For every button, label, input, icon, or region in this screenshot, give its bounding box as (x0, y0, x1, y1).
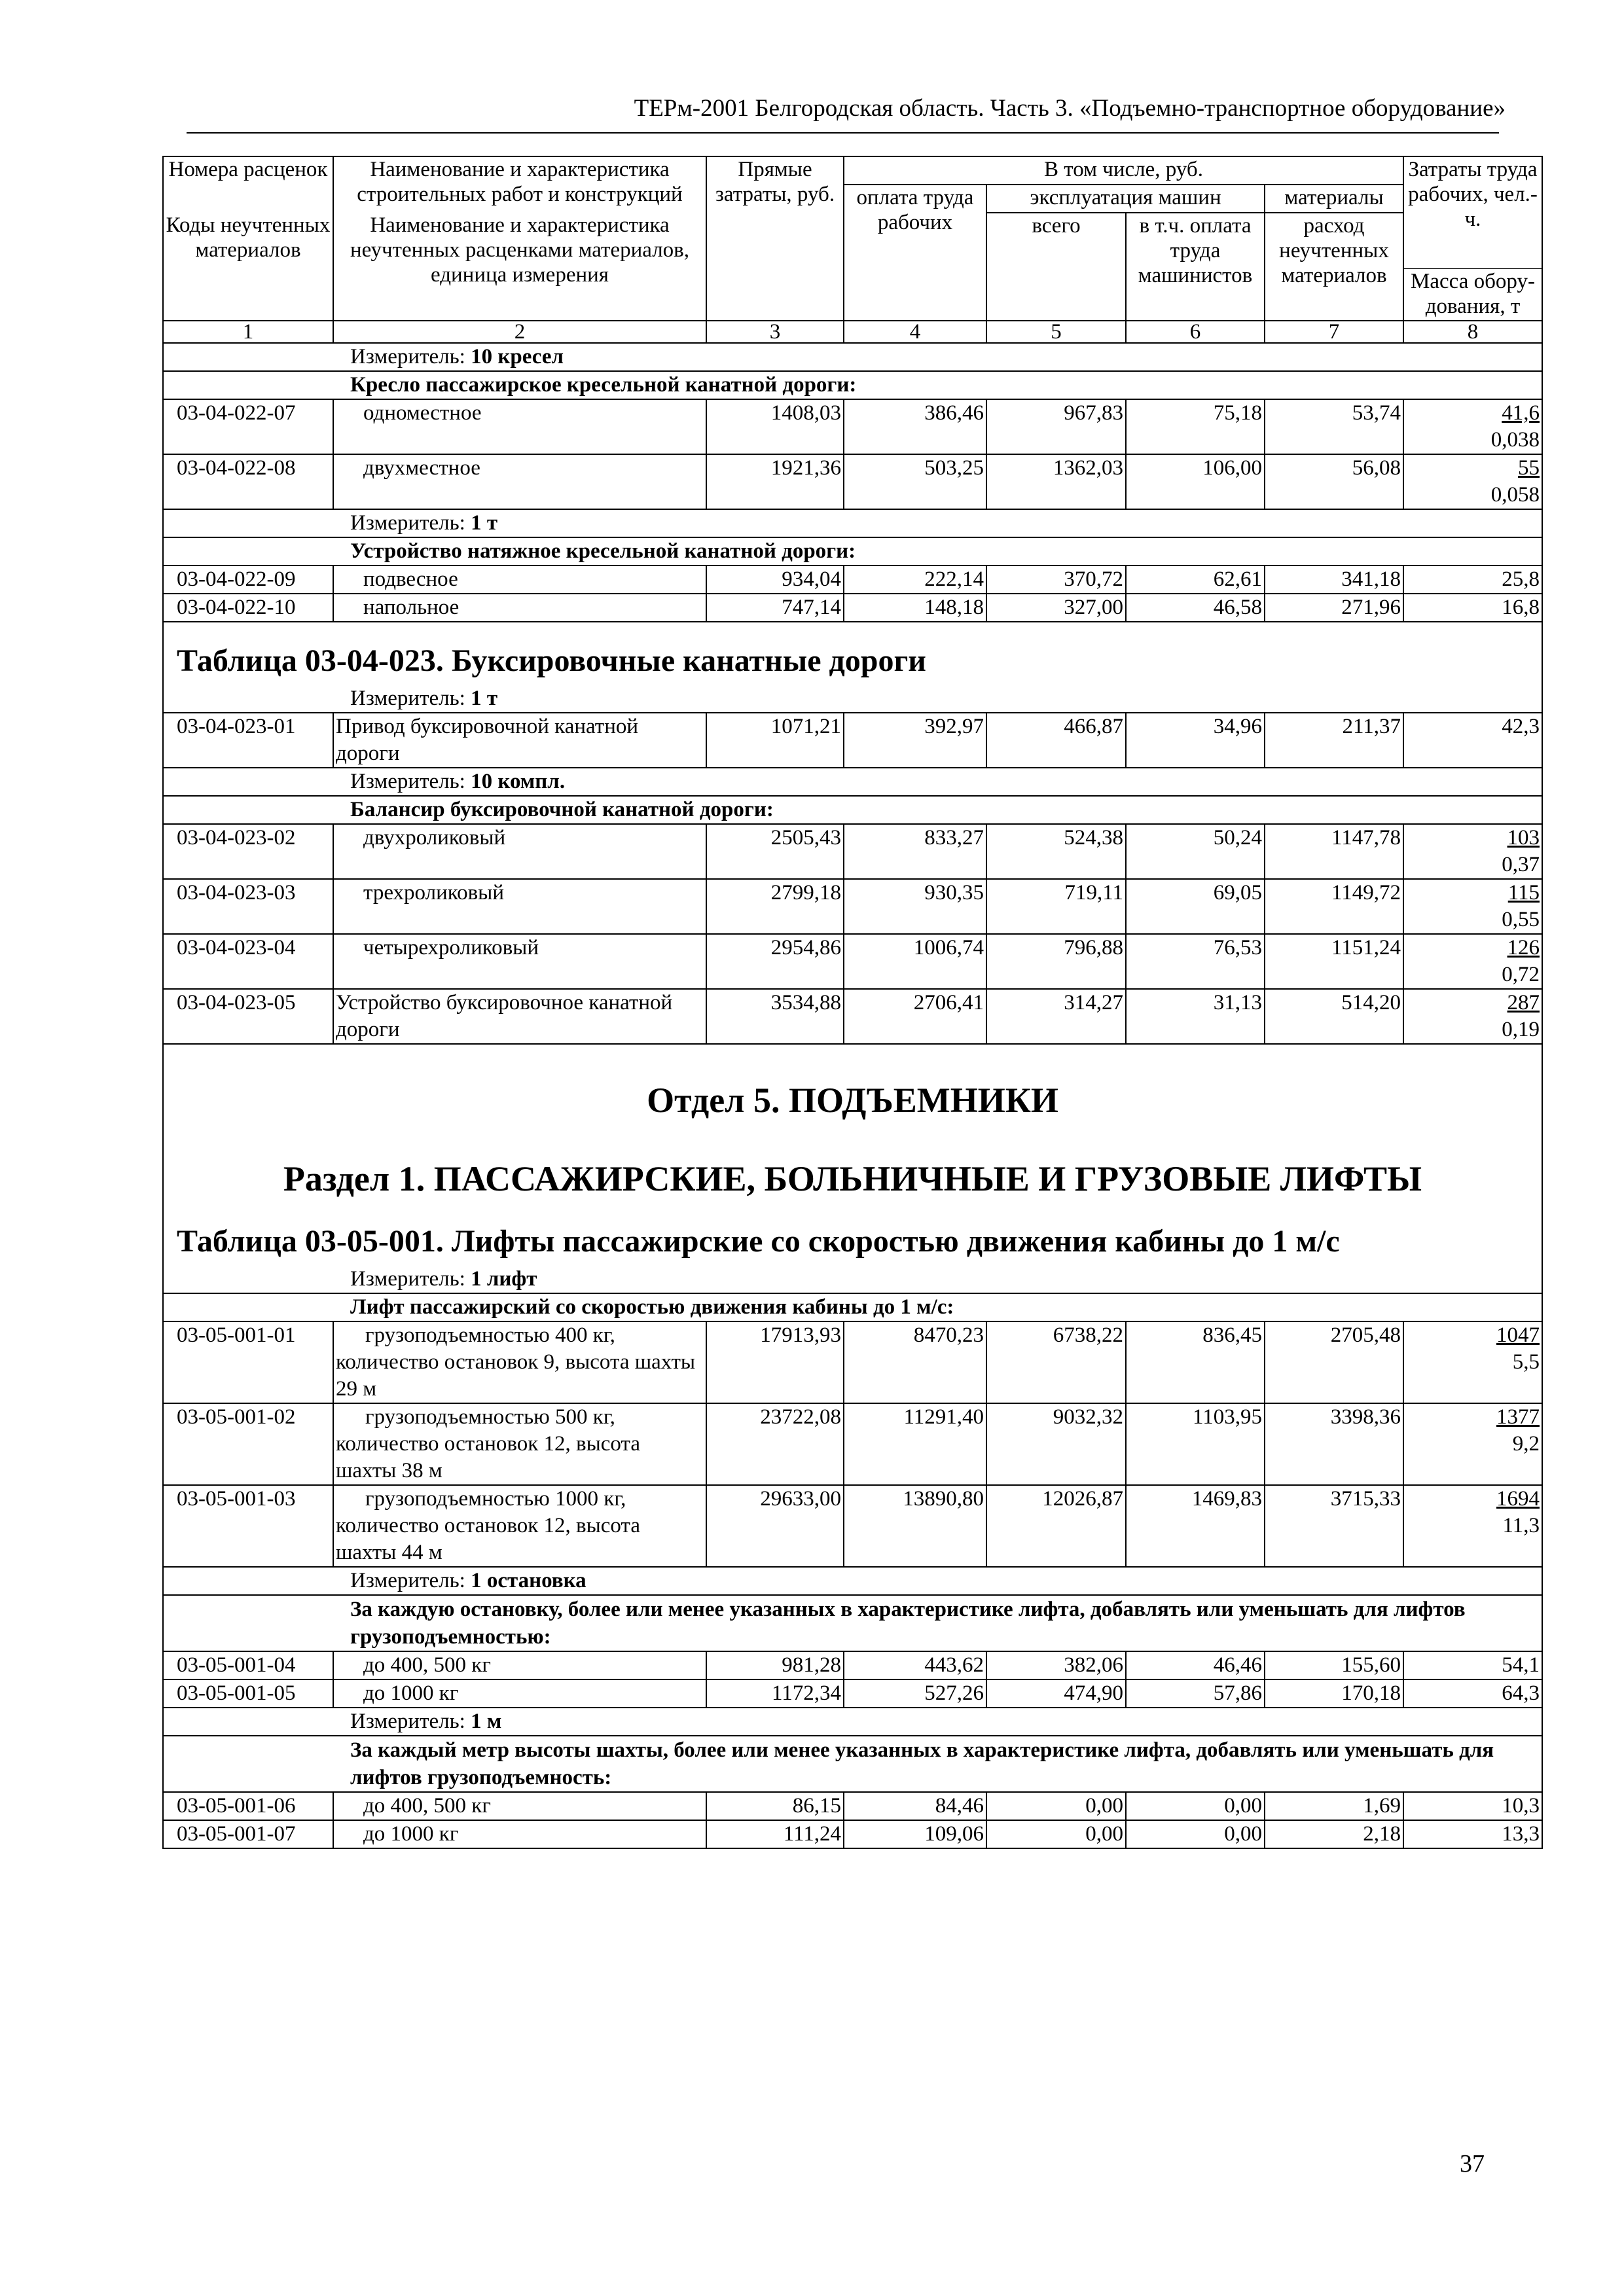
cell-materials: 341,18 (1265, 565, 1403, 594)
cell-direct: 111,24 (706, 1820, 844, 1848)
cell-mach-total: 6738,22 (986, 1321, 1126, 1403)
measure-label: Измеритель: (350, 770, 471, 793)
cell-hours-mass (1403, 1820, 1542, 1848)
col-num: 2 (333, 321, 706, 343)
measure-row (163, 343, 1542, 371)
cell-materials: 155,60 (1265, 1651, 1403, 1679)
cell-labor: 443,62 (844, 1651, 986, 1679)
cell-mach-labor: 57,86 (1126, 1679, 1265, 1708)
group-row (163, 537, 1542, 565)
cell-mach-total: 1362,03 (986, 454, 1126, 509)
cell-mach-labor: 0,00 (1126, 1792, 1265, 1820)
equipment-mass: 0,55 (1502, 908, 1540, 931)
hdr-mass: Масса обору-дования, т (1403, 268, 1542, 321)
labor-hours: 103 (1507, 826, 1540, 850)
cell-labor: 222,14 (844, 565, 986, 594)
cell-materials: 2705,48 (1265, 1321, 1403, 1403)
cell-mach-labor: 69,05 (1126, 879, 1265, 934)
measure-label: Измеритель: (350, 1710, 471, 1733)
cell-direct: 2505,43 (706, 824, 844, 879)
rate-name: четырехроликовый (333, 934, 706, 989)
measure-label: Измеритель: (350, 345, 471, 368)
equipment-mass: 0,058 (1490, 483, 1540, 507)
rate-name: до 400, 500 кг (333, 1792, 706, 1820)
group-row (163, 1293, 1542, 1321)
cell-labor: 527,26 (844, 1679, 986, 1708)
table-row (163, 454, 1542, 509)
cell-mach-total: 967,83 (986, 399, 1126, 454)
group-title: За каждую остановку, более или менее указанных в характеристике лифта, добавлять или уменьшать для лифтов грузоподъемностью: (163, 1595, 1542, 1651)
cell-mach-labor: 46,58 (1126, 594, 1265, 622)
hdr-hours: Затраты труда рабочих, чел.-ч. (1403, 156, 1542, 268)
cell-hours-mass (1403, 594, 1542, 622)
cell-direct: 747,14 (706, 594, 844, 622)
rate-code: 03-04-022-08 (163, 454, 333, 509)
labor-hours: 1694 (1496, 1487, 1540, 1511)
cell-labor: 833,27 (844, 824, 986, 879)
cell-mach-labor: 1103,95 (1126, 1403, 1265, 1485)
labor-hours: 16,8 (1502, 596, 1540, 619)
cell-mach-total: 327,00 (986, 594, 1126, 622)
cell-mach-labor: 1469,83 (1126, 1485, 1265, 1567)
equipment-mass: 11,3 (1502, 1514, 1540, 1537)
hdr-mach-total: всего (986, 213, 1126, 321)
cell-labor: 392,97 (844, 713, 986, 768)
table-row (163, 399, 1542, 454)
measure-value: 1 лифт (471, 1267, 537, 1291)
rate-name: одноместное (333, 399, 706, 454)
group-row (163, 796, 1542, 824)
cell-mach-labor: 76,53 (1126, 934, 1265, 989)
cell-hours-mass (1403, 565, 1542, 594)
rate-name: грузоподъемностью 1000 кг, количество остановок 12, высота шахты 44 м (333, 1485, 706, 1567)
hdr-labor: оплата труда рабочих (844, 185, 986, 321)
rate-code: 03-05-001-02 (163, 1403, 333, 1485)
cell-labor: 148,18 (844, 594, 986, 622)
group-row (163, 1736, 1542, 1792)
cell-materials: 56,08 (1265, 454, 1403, 509)
rate-code: 03-05-001-01 (163, 1321, 333, 1403)
cell-materials: 3715,33 (1265, 1485, 1403, 1567)
cell-materials: 1149,72 (1265, 879, 1403, 934)
table-row (163, 1403, 1542, 1485)
cell-direct: 3534,88 (706, 989, 844, 1044)
rate-name: трехроликовый (333, 879, 706, 934)
rate-code: 03-05-001-06 (163, 1792, 333, 1820)
cell-hours-mass (1403, 399, 1542, 454)
rate-code: 03-04-022-07 (163, 399, 333, 454)
cell-mach-total: 0,00 (986, 1792, 1126, 1820)
cell-materials: 1147,78 (1265, 824, 1403, 879)
measure-label: Измеритель: (350, 511, 471, 535)
table-row (163, 824, 1542, 879)
cell-materials: 271,96 (1265, 594, 1403, 622)
table-row (163, 1679, 1542, 1708)
cell-mach-total: 314,27 (986, 989, 1126, 1044)
hdr-materials: расход неучтенных материалов (1265, 213, 1403, 321)
cell-labor: 13890,80 (844, 1485, 986, 1567)
cell-materials: 170,18 (1265, 1679, 1403, 1708)
header-rule (187, 132, 1499, 134)
col-num: 5 (986, 321, 1126, 343)
column-numbers (163, 321, 1542, 343)
measure-label: Измеритель: (350, 687, 471, 710)
rate-name: Устройство буксировочное канатной дороги (333, 989, 706, 1044)
measure-value: 1 т (471, 511, 498, 535)
labor-hours: 1047 (1496, 1323, 1540, 1347)
table-row (163, 989, 1542, 1044)
cell-direct: 23722,08 (706, 1403, 844, 1485)
measure-row (163, 509, 1542, 537)
cell-hours-mass (1403, 1679, 1542, 1708)
equipment-mass: 5,5 (1512, 1350, 1540, 1374)
equipment-mass: 0,038 (1490, 428, 1540, 452)
running-header: ТЕРм-2001 Белгородская область. Часть 3. «Подъемно-транспортное оборудование» (634, 95, 1506, 122)
hdr-codes-top: Номера расценок (163, 156, 333, 213)
cell-direct: 1408,03 (706, 399, 844, 454)
hdr-name-top: Наименование и характеристика строительных работ и конструкций (333, 156, 706, 213)
table-row (163, 1651, 1542, 1679)
cell-mach-labor: 50,24 (1126, 824, 1265, 879)
cell-direct: 1172,34 (706, 1679, 844, 1708)
cell-mach-labor: 31,13 (1126, 989, 1265, 1044)
cell-mach-total: 466,87 (986, 713, 1126, 768)
cell-hours-mass (1403, 934, 1542, 989)
cell-mach-total: 474,90 (986, 1679, 1126, 1708)
hdr-incl: В том числе, руб. (844, 156, 1403, 185)
measure-label: Измеритель: (350, 1569, 471, 1592)
rate-code: 03-04-023-05 (163, 989, 333, 1044)
group-row (163, 371, 1542, 399)
equipment-mass: 0,72 (1502, 963, 1540, 986)
group-title: Кресло пассажирское кресельной канатной дороги: (163, 371, 1542, 399)
equipment-mass: 0,19 (1502, 1018, 1540, 1041)
cell-mach-total: 0,00 (986, 1820, 1126, 1848)
table-row (163, 1792, 1542, 1820)
table-row (163, 934, 1542, 989)
cell-direct: 86,15 (706, 1792, 844, 1820)
cell-labor: 1006,74 (844, 934, 986, 989)
table-row (163, 1321, 1542, 1403)
rate-name: до 1000 кг (333, 1679, 706, 1708)
rates-table (162, 156, 1543, 1849)
cell-direct: 981,28 (706, 1651, 844, 1679)
cell-mach-total: 12026,87 (986, 1485, 1126, 1567)
labor-hours: 115 (1507, 881, 1540, 905)
cell-materials: 1151,24 (1265, 934, 1403, 989)
cell-direct: 29633,00 (706, 1485, 844, 1567)
department-title: Отдел 5. ПОДЪЕМНИКИ (163, 1044, 1542, 1143)
table-row (163, 565, 1542, 594)
measure-row (163, 1266, 1542, 1293)
measure-row (163, 685, 1542, 713)
cell-mach-labor: 75,18 (1126, 399, 1265, 454)
labor-hours: 10,3 (1502, 1794, 1540, 1818)
table-row (163, 1485, 1542, 1567)
col-num: 8 (1403, 321, 1542, 343)
measure-value: 1 т (471, 687, 498, 710)
cell-hours-mass (1403, 989, 1542, 1044)
measure-value: 1 остановка (471, 1569, 586, 1592)
cell-mach-labor: 0,00 (1126, 1820, 1265, 1848)
col-num: 7 (1265, 321, 1403, 343)
rate-name: грузоподъемностью 500 кг, количество остановок 12, высота шахты 38 м (333, 1403, 706, 1485)
cell-mach-total: 796,88 (986, 934, 1126, 989)
section-title-row (163, 1143, 1542, 1221)
cell-hours-mass (1403, 1792, 1542, 1820)
cell-direct: 17913,93 (706, 1321, 844, 1403)
cell-materials: 514,20 (1265, 989, 1403, 1044)
table-row (163, 879, 1542, 934)
rate-code: 03-04-023-01 (163, 713, 333, 768)
cell-direct: 934,04 (706, 565, 844, 594)
group-title: За каждый метр высоты шахты, более или менее указанных в характеристике лифта, добавлять или уменьшать для лифтов грузоподъемность: (163, 1736, 1542, 1792)
measure-value: 10 кресел (471, 345, 564, 368)
rate-name: до 1000 кг (333, 1820, 706, 1848)
cell-mach-labor: 836,45 (1126, 1321, 1265, 1403)
hdr-direct: Прямые затраты, руб. (706, 156, 844, 321)
cell-direct: 1921,36 (706, 454, 844, 509)
rate-code: 03-04-023-02 (163, 824, 333, 879)
cell-mach-total: 9032,32 (986, 1403, 1126, 1485)
table-row (163, 594, 1542, 622)
labor-hours: 55 (1518, 456, 1540, 480)
table-row (163, 1820, 1542, 1848)
col-num: 4 (844, 321, 986, 343)
rate-name: подвесное (333, 565, 706, 594)
section-title: Раздел 1. ПАССАЖИРСКИЕ, БОЛЬНИЧНЫЕ И ГРУЗОВЫЕ ЛИФТЫ (163, 1143, 1542, 1221)
equipment-mass: 9,2 (1512, 1432, 1540, 1456)
cell-materials: 1,69 (1265, 1792, 1403, 1820)
cell-direct: 2954,86 (706, 934, 844, 989)
table-title-row (163, 622, 1542, 685)
rate-code: 03-04-022-10 (163, 594, 333, 622)
cell-labor: 11291,40 (844, 1403, 986, 1485)
cell-labor: 109,06 (844, 1820, 986, 1848)
labor-hours: 42,3 (1502, 715, 1540, 738)
group-title: Устройство натяжное кресельной канатной дороги: (163, 537, 1542, 565)
rate-code: 03-04-023-04 (163, 934, 333, 989)
cell-mach-labor: 46,46 (1126, 1651, 1265, 1679)
labor-hours: 41,6 (1502, 401, 1540, 425)
rate-name: грузоподъемностью 400 кг, количество остановок 9, высота шахты 29 м (333, 1321, 706, 1403)
measure-row (163, 1567, 1542, 1595)
labor-hours: 287 (1507, 991, 1540, 1014)
cell-direct: 1071,21 (706, 713, 844, 768)
rate-name: напольное (333, 594, 706, 622)
labor-hours: 25,8 (1502, 567, 1540, 591)
cell-direct: 2799,18 (706, 879, 844, 934)
rate-code: 03-05-001-05 (163, 1679, 333, 1708)
labor-hours: 13,3 (1502, 1822, 1540, 1846)
cell-hours-mass (1403, 1651, 1542, 1679)
col-num: 3 (706, 321, 844, 343)
measure-value: 1 м (471, 1710, 502, 1733)
measure-row (163, 1708, 1542, 1736)
cell-materials: 211,37 (1265, 713, 1403, 768)
hdr-name-bottom: Наименование и характеристика неучтенных расценками материалов, единица измерения (333, 213, 706, 321)
labor-hours: 64,3 (1502, 1681, 1540, 1705)
labor-hours: 1377 (1496, 1405, 1540, 1429)
col-num: 6 (1126, 321, 1265, 343)
rate-code: 03-04-022-09 (163, 565, 333, 594)
cell-hours-mass (1403, 879, 1542, 934)
rate-name: Привод буксировочной канатной дороги (333, 713, 706, 768)
cell-mach-total: 719,11 (986, 879, 1126, 934)
table-title: Таблица 03-04-023. Буксировочные канатные дороги (163, 622, 1542, 685)
table-title: Таблица 03-05-001. Лифты пассажирские со скоростью движения кабины до 1 м/с (163, 1221, 1542, 1266)
hdr-materials-group: материалы (1265, 185, 1403, 213)
cell-mach-total: 524,38 (986, 824, 1126, 879)
rate-name: до 400, 500 кг (333, 1651, 706, 1679)
equipment-mass: 0,37 (1502, 853, 1540, 876)
cell-mach-labor: 62,61 (1126, 565, 1265, 594)
cell-mach-labor: 106,00 (1126, 454, 1265, 509)
measure-value: 10 компл. (471, 770, 566, 793)
dept-title-row (163, 1044, 1542, 1143)
cell-mach-total: 370,72 (986, 565, 1126, 594)
cell-materials: 53,74 (1265, 399, 1403, 454)
cell-mach-total: 382,06 (986, 1651, 1126, 1679)
rate-name: двухроликовый (333, 824, 706, 879)
cell-labor: 2706,41 (844, 989, 986, 1044)
cell-labor: 386,46 (844, 399, 986, 454)
hdr-codes-bottom: Коды неучтенных материалов (163, 213, 333, 321)
cell-hours-mass (1403, 824, 1542, 879)
group-row (163, 1595, 1542, 1651)
hdr-mach-labor: в т.ч. оплата труда машинистов (1126, 213, 1265, 321)
cell-labor: 84,46 (844, 1792, 986, 1820)
page-number: 37 (1460, 2150, 1485, 2178)
measure-label: Измеритель: (350, 1267, 471, 1291)
cell-materials: 2,18 (1265, 1820, 1403, 1848)
rate-name: двухместное (333, 454, 706, 509)
labor-hours: 54,1 (1502, 1653, 1540, 1677)
rate-code: 03-05-001-04 (163, 1651, 333, 1679)
rate-code: 03-05-001-03 (163, 1485, 333, 1567)
cell-materials: 3398,36 (1265, 1403, 1403, 1485)
measure-row (163, 768, 1542, 796)
group-title: Балансир буксировочной канатной дороги: (163, 796, 1542, 824)
cell-hours-mass (1403, 713, 1542, 768)
hdr-machines: эксплуатация машин (986, 185, 1265, 213)
cell-mach-labor: 34,96 (1126, 713, 1265, 768)
cell-hours-mass (1403, 1321, 1542, 1403)
cell-hours-mass (1403, 1403, 1542, 1485)
cell-labor: 503,25 (844, 454, 986, 509)
rate-code: 03-05-001-07 (163, 1820, 333, 1848)
cell-hours-mass (1403, 1485, 1542, 1567)
labor-hours: 126 (1507, 936, 1540, 960)
cell-labor: 8470,23 (844, 1321, 986, 1403)
table-row (163, 713, 1542, 768)
group-title: Лифт пассажирский со скоростью движения кабины до 1 м/с: (163, 1293, 1542, 1321)
rate-code: 03-04-023-03 (163, 879, 333, 934)
cell-labor: 930,35 (844, 879, 986, 934)
cell-hours-mass (1403, 454, 1542, 509)
table-title-row (163, 1221, 1542, 1266)
col-num: 1 (163, 321, 333, 343)
